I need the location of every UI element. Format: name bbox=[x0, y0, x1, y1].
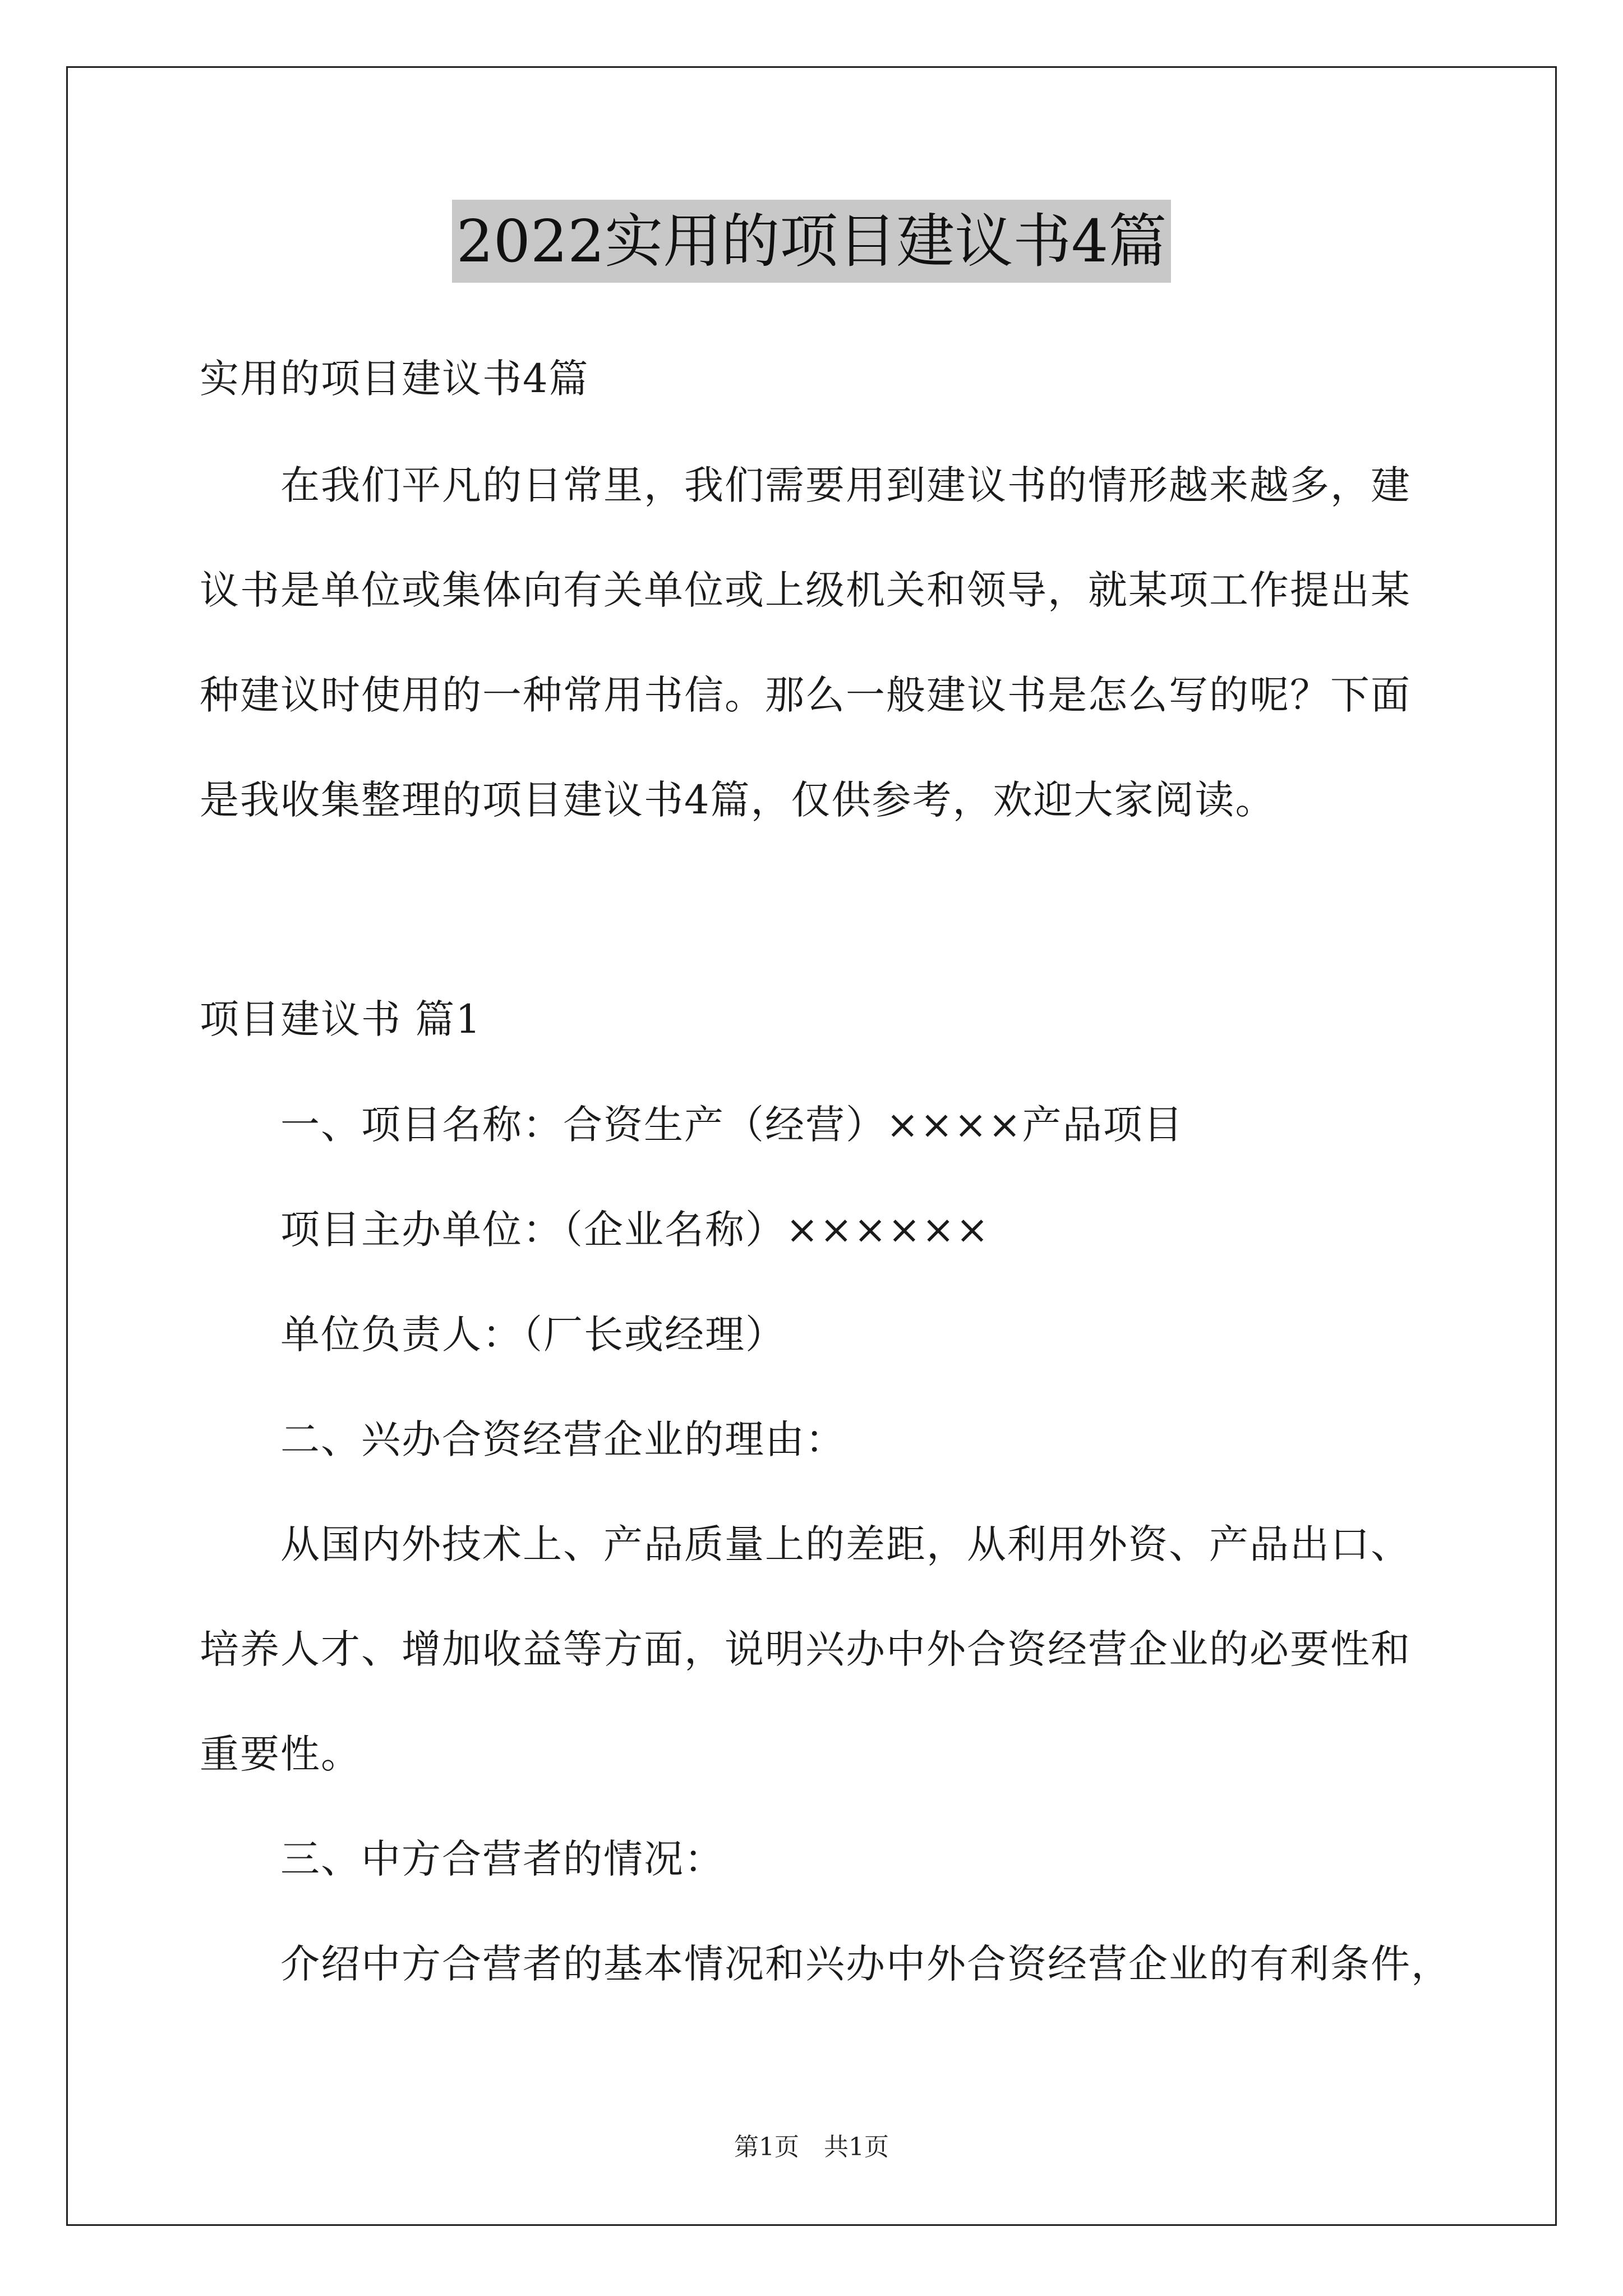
body-line-6: 培养人才、增加收益等方面，说明兴办中外合资经营企业的必要性和 bbox=[200, 1626, 1411, 1672]
page-footer: 第1页 共1页 bbox=[734, 2133, 889, 2161]
document-title: 2022实用的项目建议书4篇 bbox=[452, 200, 1172, 283]
document-subtitle: 实用的项目建议书4篇 bbox=[200, 356, 589, 402]
section-heading: 项目建议书 篇1 bbox=[200, 996, 482, 1042]
body-line-3: 单位负责人：（厂长或经理） bbox=[280, 1312, 786, 1358]
body-line-4: 二、兴办合资经营企业的理由： bbox=[280, 1416, 846, 1462]
body-line-5: 从国内外技术上、产品质量上的差距，从利用外资、产品出口、 bbox=[280, 1521, 1411, 1567]
body-line-2: 项目主办单位：（企业名称）×××××× bbox=[280, 1207, 990, 1253]
intro-line-1: 在我们平凡的日常里，我们需要用到建议书的情形越来越多，建 bbox=[280, 462, 1411, 508]
intro-line-3: 种建议时使用的一种常用书信。那么一般建议书是怎么写的呢？下面 bbox=[200, 672, 1411, 718]
body-line-8: 三、中方合营者的情况： bbox=[280, 1836, 725, 1882]
title-wrap bbox=[0, 200, 1623, 283]
intro-line-2: 议书是单位或集体向有关单位或上级机关和领导，就某项工作提出某 bbox=[200, 567, 1411, 613]
body-line-7: 重要性。 bbox=[200, 1731, 361, 1777]
body-line-9: 介绍中方合营者的基本情况和兴办中外合资经营企业的有利条件， bbox=[280, 1941, 1451, 1987]
body-line-1: 一、项目名称：合资生产（经营）××××产品项目 bbox=[280, 1102, 1184, 1148]
intro-line-4: 是我收集整理的项目建议书4篇，仅供参考，欢迎大家阅读。 bbox=[200, 777, 1276, 823]
